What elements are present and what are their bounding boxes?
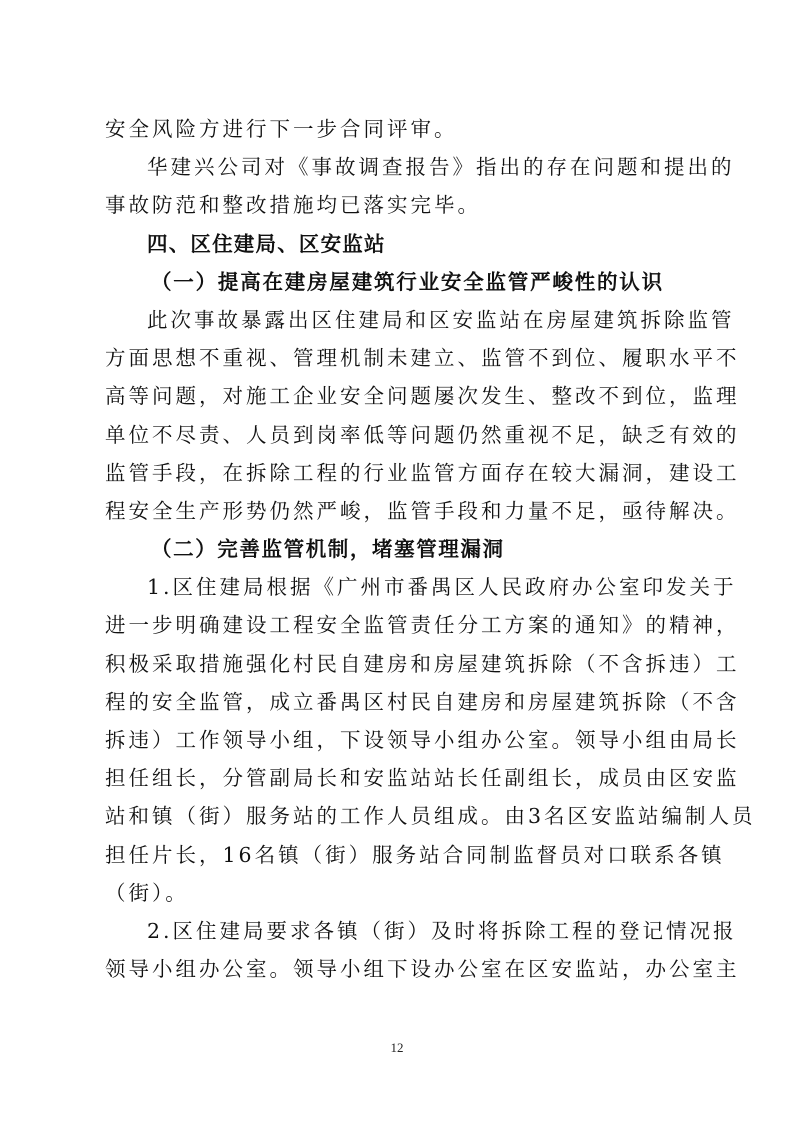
body-line-8: 高等问题，对施工企业安全问题屡次发生、整改不到位，监理 [105, 384, 740, 409]
body-line-14: 进一步明确建设工程安全监管责任分工方案的通知》的精神， [105, 613, 740, 638]
subsection-heading-1: （一）提高在建房屋建筑行业安全监管严峻性的认识 [151, 269, 664, 294]
body-line-13: 1.区住建局根据《广州市番禺区人民政府办公室印发关于 [147, 575, 737, 600]
body-line-19: 站和镇（街）服务站的工作人员组成。由3名区安监站编制人员 [105, 804, 756, 829]
body-line-3: 事故防范和整改措施均已落实完毕。 [105, 193, 481, 218]
body-line-6: 此次事故暴露出区住建局和区安监站在房屋建筑拆除监管 [147, 307, 735, 332]
body-line-18: 担任组长，分管副局长和安监站站长任副组长，成员由区安监 [105, 766, 740, 791]
body-line-21: （街）。 [105, 880, 189, 905]
body-line-22: 2.区住建局要求各镇（街）及时将拆除工程的登记情况报 [147, 918, 737, 943]
body-line-7: 方面思想不重视、管理机制未建立、监管不到位、履职水平不 [105, 346, 740, 371]
document-page [105, 110, 756, 988]
body-line-17: 拆违）工作领导小组，下设领导小组办公室。领导小组由局长 [105, 728, 740, 752]
subsection-heading-2: （二）完善监管机制，堵塞管理漏洞 [151, 537, 505, 562]
body-line-9: 单位不尽责、人员到岗率低等问题仍然重视不足，缺乏有效的 [105, 422, 740, 447]
body-line-16: 程的安全监管，成立番禺区村民自建房和房屋建筑拆除（不含 [105, 689, 740, 714]
body-line-15: 积极采取措施强化村民自建房和房屋建筑拆除（不含拆违）工 [105, 651, 740, 676]
body-line-20: 担任片长，16名镇（街）服务站合同制监督员对口联系各镇 [105, 842, 725, 867]
body-line-2: 华建兴公司对《事故调查报告》指出的存在问题和提出的 [147, 155, 735, 180]
section-heading-4: 四、区住建局、区安监站 [147, 231, 386, 256]
body-line-23: 领导小组办公室。领导小组下设办公室在区安监站，办公室主 [105, 957, 740, 982]
body-line-10: 监管手段，在拆除工程的行业监管方面存在较大漏洞，建设工 [105, 460, 740, 485]
body-line-1: 安全风险方进行下一步合同评审。 [105, 117, 458, 141]
body-line-11: 程安全生产形势仍然严峻，监管手段和力量不足，亟待解决。 [105, 498, 740, 523]
page-number: 12 [390, 1040, 404, 1055]
